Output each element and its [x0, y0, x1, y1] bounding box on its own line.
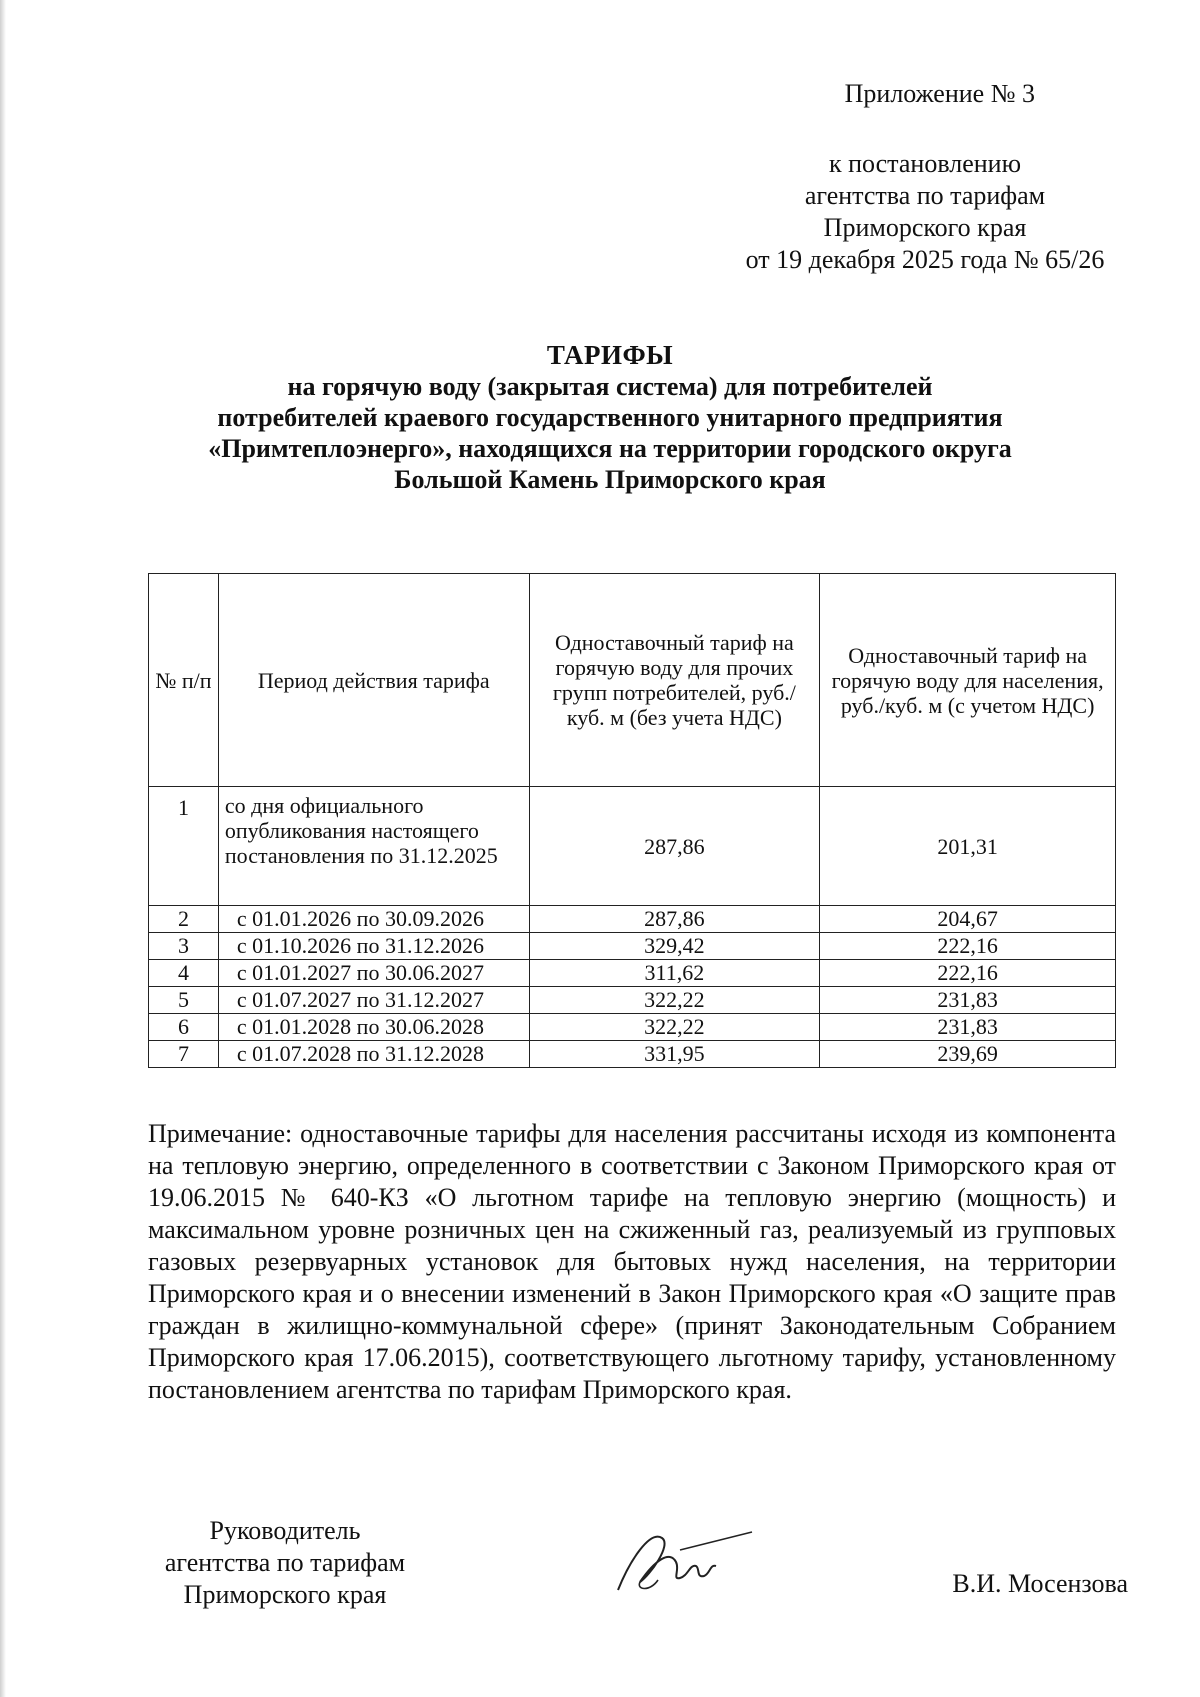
cell-period: с 01.07.2028 по 31.12.2028: [218, 1041, 529, 1068]
cell-num: 4: [149, 960, 219, 987]
cell-period: с 01.01.2027 по 30.06.2027: [218, 960, 529, 987]
header-tariff-other: Одноставочный тариф на горячую воду для прочих групп потребителей, руб./куб. м (без учета НДС): [529, 574, 820, 787]
cell-period: с 01.01.2026 по 30.09.2026: [218, 906, 529, 933]
cell-period: с 01.01.2028 по 30.06.2028: [218, 1014, 529, 1041]
signatory-position: [140, 1515, 430, 1611]
cell-tariff-population: 201,31: [820, 787, 1116, 906]
cell-tariff-other: 329,42: [529, 933, 820, 960]
cell-tariff-population: 231,83: [820, 1014, 1116, 1041]
note-paragraph: Примечание: одноставочные тарифы для населения рассчитаны исходя из компонента на тепловую энергию, определенного в соответствии с Законом Приморского края от 19.06.2015 № 640-КЗ «О льготном тарифе на тепловую энергию (мощность) и максимальном уровне розничных цен на сжиженный газ, реализуемый из групповых газовых резервуарных установок для бытовых нужд населения, на территории Приморского края и о внесении изменений в Закон Приморского края «О защите прав граждан в жилищно-коммунальной сфере» (принят Законодательным Собранием Приморского края 17.06.2015), соответствующего льготному тарифу, установленному постановлением агентства по тарифам Приморского края.: [148, 1119, 1116, 1404]
cell-period: с 01.07.2027 по 31.12.2027: [218, 987, 529, 1014]
cell-tariff-other: 331,95: [529, 1041, 820, 1068]
handwritten-signature: [610, 1520, 760, 1600]
title-line: на горячую воду (закрытая система) для потребителей: [287, 372, 933, 401]
table-row: [149, 906, 1116, 933]
title-line: Большой Камень Приморского края: [394, 465, 826, 494]
cell-tariff-population: 239,69: [820, 1041, 1116, 1068]
cell-period: со дня официального опубликования настоящего постановления по 31.12.2025: [218, 787, 529, 906]
document-title: [140, 340, 1080, 495]
cell-tariff-other: 322,22: [529, 1014, 820, 1041]
cell-num: 1: [149, 787, 219, 906]
table-row: [149, 1014, 1116, 1041]
signatory-line: Приморского края: [183, 1580, 387, 1609]
table-row: [149, 933, 1116, 960]
decree-line: агентства по тарифам: [804, 181, 1046, 210]
cell-tariff-other: 322,22: [529, 987, 820, 1014]
decree-line: к постановлению: [828, 149, 1022, 178]
tariff-table: [148, 573, 1116, 1068]
cell-num: 5: [149, 987, 219, 1014]
table-row: [149, 787, 1116, 906]
signer-name: В.И. Мосензова: [952, 1569, 1128, 1598]
cell-tariff-other: 311,62: [529, 960, 820, 987]
title-line: потребителей краевого государственного унитарного предприятия: [217, 403, 1003, 432]
signatory-line: агентства по тарифам: [164, 1548, 406, 1577]
signatory-line: Руководитель: [209, 1516, 361, 1545]
title-line: «Примтеплоэнерго», находящихся на территории городского округа: [208, 434, 1012, 463]
decree-line: от 19 декабря 2025 года № 65/26: [745, 245, 1105, 274]
cell-tariff-population: 222,16: [820, 960, 1116, 987]
header-period: Период действия тарифа: [218, 574, 529, 787]
appendix-label: Приложение № 3: [844, 79, 1035, 108]
table-row: [149, 1041, 1116, 1068]
cell-tariff-population: 222,16: [820, 933, 1116, 960]
cell-tariff-population: 204,67: [820, 906, 1116, 933]
decree-reference: [700, 148, 1150, 276]
cell-num: 6: [149, 1014, 219, 1041]
header-tariff-population: Одноставочный тариф на горячую воду для населения, руб./куб. м (с учетом НДС): [820, 574, 1116, 787]
decree-line: Приморского края: [823, 213, 1027, 242]
header-num: № п/п: [149, 574, 219, 787]
title-main: ТАРИФЫ: [546, 340, 674, 370]
cell-period: с 01.10.2026 по 31.12.2026: [218, 933, 529, 960]
cell-tariff-other: 287,86: [529, 906, 820, 933]
scan-edge-shadow: [0, 0, 6, 1697]
table-header-row: [149, 574, 1116, 787]
cell-tariff-population: 231,83: [820, 987, 1116, 1014]
cell-num: 2: [149, 906, 219, 933]
cell-num: 3: [149, 933, 219, 960]
cell-tariff-other: 287,86: [529, 787, 820, 906]
table-row: [149, 960, 1116, 987]
table-row: [149, 987, 1116, 1014]
cell-num: 7: [149, 1041, 219, 1068]
